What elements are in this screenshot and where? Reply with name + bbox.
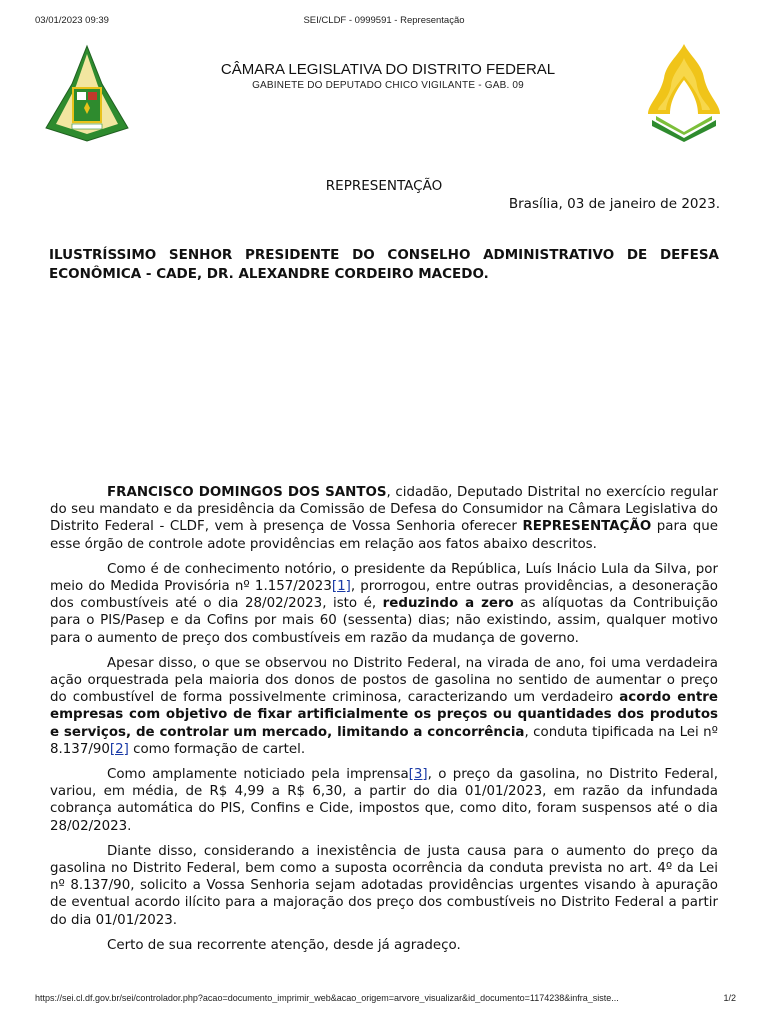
- footnote-link-3[interactable]: [3]: [408, 767, 428, 783]
- text: , o preço da gasolina, no Distrito Federal, variou, em média, de R$ 4,99 a R$ 6,30, a partir do dia 01/01/2023, em razão da infundada cobrança automática do PIS, Confins e Cide, impostos que, como dito, foram suspensos até o dia 28/02/2023.: [50, 767, 718, 834]
- df-coat-of-arms-logo: [44, 44, 130, 142]
- text: para que esse órgão de controle adote providências em relação aos fatos abaixo descritos.: [50, 519, 718, 552]
- text: como formação de cartel.: [128, 741, 306, 757]
- text: Como amplamente noticiado pela imprensa: [107, 767, 409, 783]
- cldf-logo: [646, 42, 722, 142]
- bold-text: REPRESENTAÇÃO: [522, 519, 652, 535]
- author-name: FRANCISCO DOMINGOS DOS SANTOS: [107, 485, 387, 500]
- paragraph-2: [50, 561, 718, 647]
- paragraph-5: Diante disso, considerando a inexistência de justa causa para o aumento do preço da gasolina no Distrito Federal, bem como a suposta ocorrência da conduta prevista no art. 4º da Lei nº 8.137/90, solicito a Vossa Senhoria sejam adotadas providências urgentes visando à apuração de eventual acordo ilícito para a majoração dos preço dos combustíveis no Distrito Federal a partir do dia 01/01/2023.: [50, 843, 718, 928]
- text: as alíquotas da Contribuição para o PIS/Pasep e da Cofins por mais 60 (sessenta) dias; não existindo, assim, qualquer motivo para o aumento de preço dos combustíveis em razão da mudança de governo.: [50, 596, 718, 646]
- paragraph-1: [50, 484, 718, 553]
- print-header: [0, 15, 768, 29]
- print-url: https://sei.cl.df.gov.br/sei/controlador.php?acao=documento_imprimir_web&acao_origem=arvore_visualizar&id_documento=1174238&infra_siste...: [35, 993, 619, 1003]
- paragraph-6: Certo de sua recorrente atenção, desde já agradeço.: [107, 937, 461, 953]
- document-title: REPRESENTAÇÃO: [325, 178, 443, 194]
- text: Apesar disso, o que se observou no Distrito Federal, na virada de ano, foi uma verdadeira ação orquestrada pela maioria dos donos de postos de gasolina no sentido de aumentar o preço do combustível de forma possivelmente criminosa, caracterizando um verdadeiro: [50, 655, 718, 706]
- page-number: 1/2: [723, 993, 736, 1003]
- text: , cidadão, Deputado Distrital no exercício regular do seu mandato e da presidência da Comissão de Defesa do Consumidor na Câmara Legislativa do Distrito Federal - CLDF, vem à presença de Vossa Senhoria oferecer: [50, 485, 718, 535]
- office-name: GABINETE DO DEPUTADO CHICO VIGILANTE - GAB. 09: [252, 80, 524, 91]
- print-footer: [0, 993, 768, 1007]
- document-body: [50, 484, 718, 962]
- footnote-link-1[interactable]: [1]: [331, 579, 351, 595]
- addressee: ILUSTRÍSSIMO SENHOR PRESIDENTE DO CONSELHO ADMINISTRATIVO DE DEFESA ECONÔMICA - CADE, DR. ALEXANDRE CORDEIRO MACEDO.: [49, 247, 719, 282]
- print-timestamp: 03/01/2023 09:39: [35, 15, 109, 26]
- organization-name: CÂMARA LEGISLATIVA DO DISTRITO FEDERAL: [220, 61, 556, 78]
- text: , prorrogou, entre outras providências, a desoneração dos combustíveis até o dia 28/02/2023, isto é,: [50, 579, 718, 612]
- print-title: SEI/CLDF - 0999591 - Representação: [303, 15, 465, 26]
- footnote-link-2[interactable]: [2]: [109, 741, 129, 757]
- text: Como é de conhecimento notório, o presidente da República, Luís Inácio Lula da Silva, por meio do Medida Provisória nº 1.157/2023: [50, 561, 718, 595]
- paragraph-3: [50, 655, 718, 758]
- bold-text: reduzindo a zero: [382, 596, 514, 612]
- document-date: Brasília, 03 de janeiro de 2023.: [508, 196, 720, 212]
- text: , conduta tipificada na Lei nº 8.137/90: [50, 724, 718, 757]
- paragraph-4: [50, 766, 718, 835]
- bold-text: acordo entre empresas com objetivo de fixar artificialmente os preços ou quantidades dos produtos e serviços, de controlar um mercado, limitando a concorrência: [50, 690, 718, 740]
